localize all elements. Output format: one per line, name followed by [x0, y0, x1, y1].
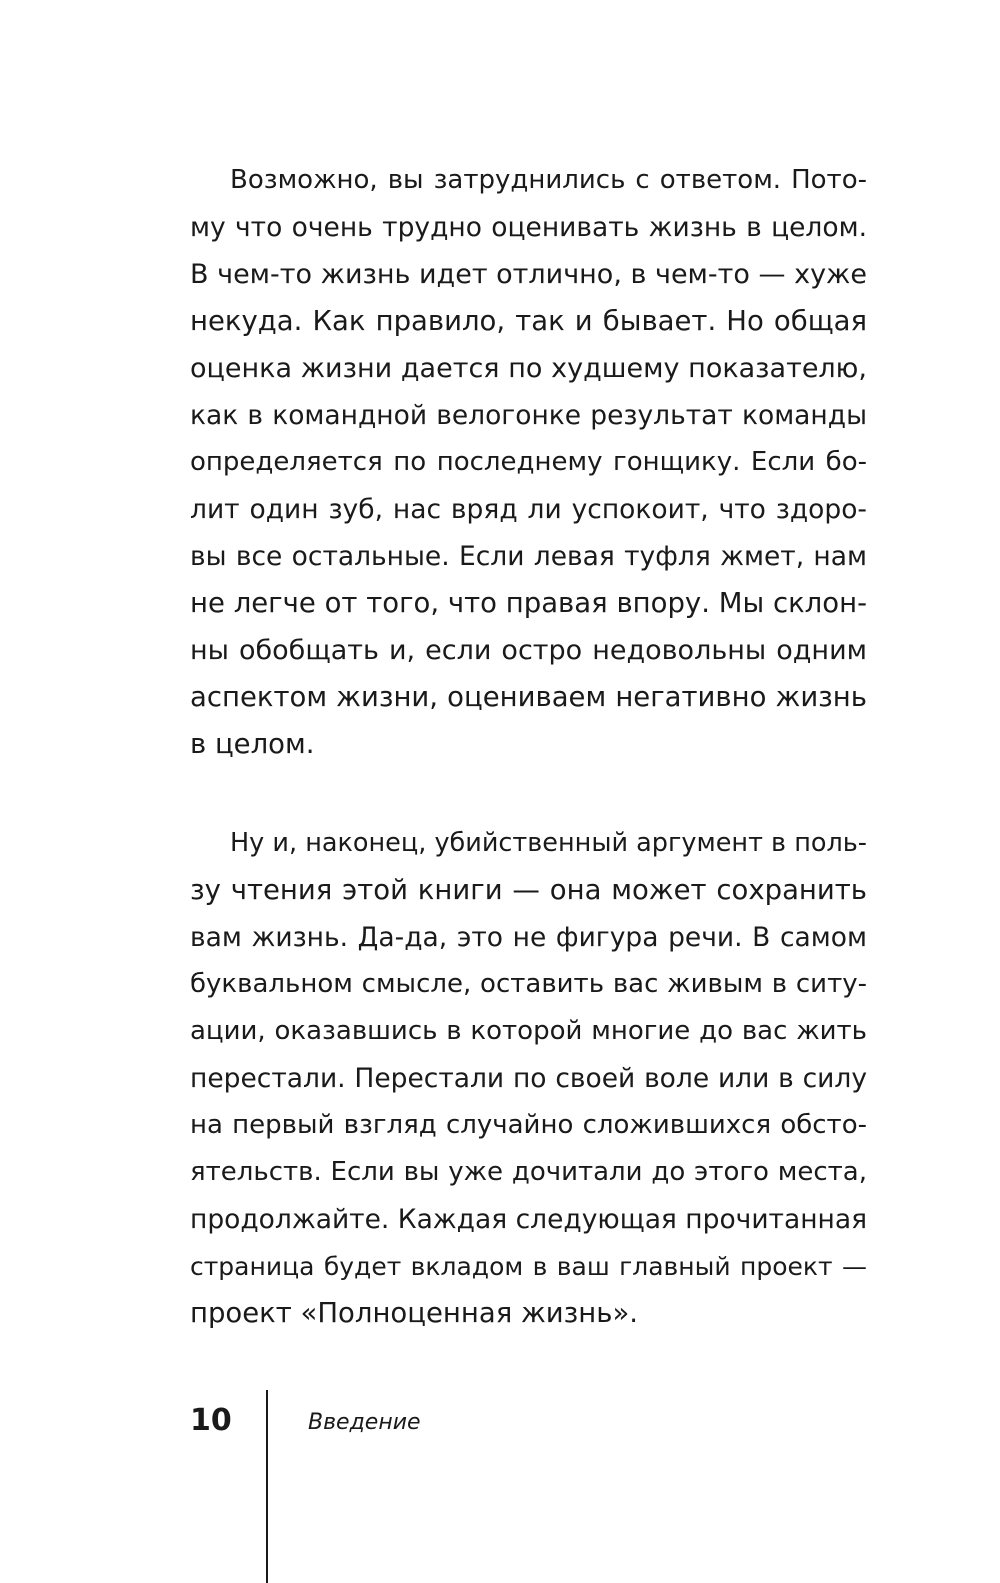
running-section-title: Введение: [308, 1410, 421, 1435]
paragraph-line: ации, оказавшись в которой многие до вас жить: [190, 1016, 867, 1046]
paragraph-line: ны обобщать и, если остро недовольны одним: [190, 635, 867, 666]
paragraph-line: не легче от того, что правая впору. Мы склон-: [190, 587, 867, 619]
paragraph-line: как в командной велогонке результат команды: [190, 400, 867, 431]
paragraph-line: вы все остальные. Если левая туфля жмет, нам: [190, 541, 867, 572]
paragraph-line: в целом.: [190, 728, 315, 760]
paragraph-1: [190, 157, 867, 768]
paragraph-line: В чем-то жизнь идет отлично, в чем-то — хуже: [190, 259, 867, 290]
paragraph-line: зу чтения этой книги — она может сохранить: [190, 874, 867, 906]
paragraph-line: определяется по последнему гонщику. Если бо-: [190, 447, 867, 477]
paragraph-line: страница будет вкладом в ваш главный проект —: [190, 1252, 867, 1281]
paragraph-line: на первый взгляд случайно сложившихся обсто-: [190, 1110, 867, 1140]
paragraph-2: [190, 820, 867, 1337]
paragraph-line: Возможно, вы затруднились с ответом. Пото-: [230, 165, 867, 195]
paragraph-line: аспектом жизни, оцениваем негативно жизнь: [190, 681, 867, 713]
paragraph-line: му что очень трудно оценивать жизнь в целом.: [190, 212, 867, 243]
paragraph-line: Ну и, наконец, убийственный аргумент в поль-: [230, 828, 867, 858]
paragraph-line: проект «Полноценная жизнь».: [190, 1297, 639, 1329]
paragraph-line: перестали. Перестали по своей воле или в силу: [190, 1063, 867, 1094]
paragraph-line: некуда. Как правило, так и бывает. Но общая: [190, 305, 867, 337]
paragraph-line: оценка жизни дается по худшему показателю,: [190, 353, 867, 384]
paragraph-line: продолжайте. Каждая следующая прочитанная: [190, 1204, 868, 1235]
paragraph-line: лит один зуб, нас вряд ли успокоит, что здоро-: [190, 494, 867, 525]
paragraph-line: буквальном смысле, оставить вас живым в ситу-: [190, 969, 867, 999]
paragraph-line: вам жизнь. Да-да, это не фигура речи. В самом: [190, 922, 867, 953]
paragraph-line: ятельств. Если вы уже дочитали до этого места,: [190, 1157, 867, 1187]
footer-divider: [266, 1390, 268, 1583]
page-number: 10: [190, 1403, 232, 1438]
